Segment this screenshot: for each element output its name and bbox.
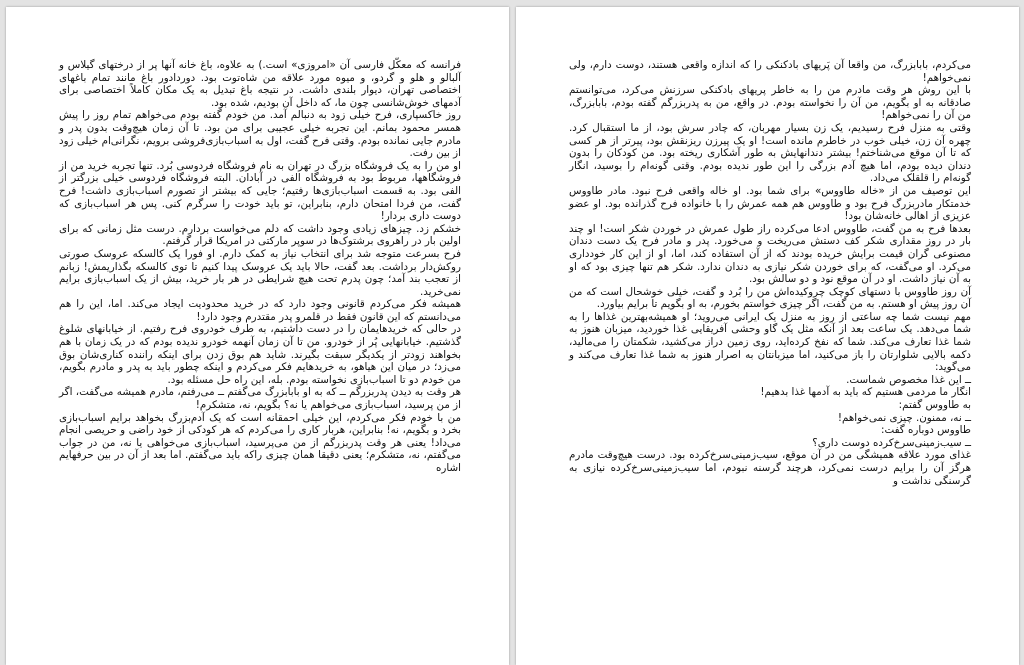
paragraph: روز خاکسپاری، فرح خیلی زود به دنبالم آمد. من خودم گفته بودم می‌خواهم تمام روز را پیش همسر محمود بمانم. این تجربه خیلی عجیبی برای من بود. تا آن زمان هیچ‌وقت بدون پدر و مادرم جایی نمانده بودم. وقتی فرح گفت، اول به اسباب‌بازی‌فروشی برویم، نگرانی‌ام خیلی زود از بین رفت.	[59, 109, 461, 160]
paragraph: فرح بسرعت متوجه شد برای انتخاب نیاز به کمک دارم. او فورا یک کالسکه عروسک صورتی روکش‌دار برداشت. بعد گفت، حالا باید یک عروسک پیدا کنیم تا توی کالسکه بگذاریمش! زبانم از تعجب بند آمد؛ چون پدرم تحت هیچ شرایطی در هر بار خرید، بیش از یک اسباب‌بازی برایم نمی‌خرید.	[59, 247, 461, 298]
paragraph: آن روز طاووس با دستهای کوچک چروکیده‌اش من را بُرد و گفت، خیلی خوشحال است که من آن روز پیش او هستم. به من گفت، اگر چیزی خواستم بخورم، به او بگویم تا برایم بیاورد.	[569, 285, 971, 311]
paragraph: او من را به یک فروشگاه بزرگ در تهران به نام فروشگاه فردوسی بُرد. تنها تجربه خرید من از فروشگاهها، مربوط بود به فروشگاه الفی در آبادان. البته فروشگاه فردوسی خیلی بزرگتر از الفی بود. به قسمت اسباب‌بازی‌ها رفتیم؛ جایی که بیشتر از تصورم اسباب‌بازی داشت! فرح گفت، من فردا امتحان دارم، بنابراین، تو باید خودت را سرگرم کنی. پس هر اسباب‌بازی که دوست داری بردار!	[59, 159, 461, 223]
paragraph: مهم نیست شما چه ساعتی از روز به منزل یک ایرانی می‌روید؛ او همیشه‌بهترین غذاها را به شما می‌دهد. یک ساعت بعد از آنکه مثل یک گاو وحشی آفریقایی غذا خوردید، میزبان هنوز به شما غذا تعارف می‌کند. شما که نفخ کرده‌اید، روی زمین دراز می‌کشید، شکمتان را می‌مالید، دکمه بالایی شلوارتان را باز می‌کنید، اما میزبانتان به اصرار هنوز به شما غذا تعارف می‌کند و می‌گوید:	[569, 310, 971, 374]
dialogue-line: ــ سیب‌زمینی‌سرخ‌کرده دوست داری؟	[812, 436, 971, 449]
paragraph: این توصیف من از «خاله طاووس» برای شما بود. او خاله واقعی فرح نبود. مادر طاووس خدمتکار مادربزرگ فرح بود و طاووس هم همه عمرش را با خانواده فرح گذرانده بود. او عضو عزیزی از اهالی خانه‌شان بود!	[569, 184, 971, 223]
dialogue-line: ــ نه، ممنون. چیزی نمی‌خواهم!	[837, 411, 971, 424]
document-page-right	[516, 7, 1019, 665]
paragraph: فرانسه که معکّل فارسی آن «امروزی» است.) به علاوه، باغ خانه آنها پر از درختهای گیلاس و آلبالو و هلو و گردو، و میوه مورد علاقه من شاه‌توت بود. دوردادور باغ مانند تمام باغهای اختصاصی تهران، دیوار بلندی داشت. در نتیجه باغ تبدیل به یک مکان کاملاً اختصاصی برای آدمهای خوش‌شانسی چون ما، که داخل آن بودیم، شده بود.	[59, 59, 461, 109]
page-text-block	[569, 59, 971, 487]
paragraph: غذای مورد علاقه همیشگی من در آن موقع، سیب‌زمینی‌سرخ‌کرده بود. درست هیچ‌وقت مادرم هرگز آن را برایم درست نمی‌کرد، هرچند گرسنه نبودم، اما سیب‌زمینی‌سرخ‌کرده نیازی به گرسنگی نداشت و	[569, 449, 971, 487]
paragraph: با این روش هر وقت مادرم من را به خاطر پریهای بادکنکی سرزنش می‌کرد، می‌توانستم صادقانه به او بگویم، من آن را نخواسته بودم. در واقع، من به پدربزرگم گفته بودم، بابابزرگ، من آن را نمی‌خواهم!	[569, 84, 971, 122]
paragraph: من با خودم فکر می‌کردم، این خیلی احمقانه است که یک آدم‌بزرگ بخواهد برایم اسباب‌بازی بخرد و بگویم، نه! بنابراین، هربار کاری را می‌کردم که هر کودکی از خود راضی و حریصی انجام می‌داد! یعنی هر وقت پدربزرگم از من می‌پرسید، اسباب‌بازی می‌خواهی یا نه، من در جواب می‌گفتم، نه، متشکرم؛ یعنی دقیقا همان چیزی راکه باید می‌گفتم. اما بعد از آن در بین حرفهایم اشاره	[59, 411, 461, 474]
paragraph: انگار ما مردمی هستیم که باید به آدمها غذا بدهیم!	[760, 386, 971, 399]
paragraph: می‌کردم، بابابزرگ، من واقعا آن پَریهای بادکنکی را که اندازه واقعی هستند، دوست دارم، ولی نمی‌خواهم!	[569, 59, 971, 84]
paragraph: بعدها فرح به من گفت، طاووس ادعا می‌کرده راز طول عمرش در خوردن شکر است! او چند بار در روز مقداری شکر کف دستش می‌ریخت و می‌خورد. پدر و مادر فرح یک دست دندان مصنوعی گران قیمت برایش خریده بودند که از آن استفاده کند، اما، او از این کار خودداری می‌کرد. او می‌گفت، که برای خوردن شکر نیازی به دندان ندارد. شکر هم تنها چیزی بود که او به آن نیاز داشت. او در آن موقع نود و دو سالش بود.	[569, 222, 971, 286]
paragraph: به طاووس گفتم:	[898, 399, 971, 412]
paragraph: وقتی به منزل فرح رسیدیم، یک زن بسیار مهربان، که چادر سرش بود، از ما استقبال کرد. چهره آن زن، خیلی خوب در خاطرم مانده است! او یک پیرزن ریزنقش بود، پیرتر از هر کسی که تا آن موقع می‌شناختم! بیشتر دندانهایش به طور آشکاری ریخته بود. من کودکان را بدون دندان دیده بودم، اما هیچ آدم بزرگی را این طور ندیده بودم. وقتی گونه‌ام را بوسید، انگار گونه‌ام را قلقلک می‌داد.	[569, 121, 971, 185]
paragraph: در حالی که خریدهایمان را در دست داشتیم، به طرف خودروی فرح رفتیم. از خیابانهای شلوغ گذشتیم. خیابانهایی پُر از خودرو. من تا آن زمان آنهمه خودرو ندیده بودم که در یک زمان با هم بخواهند زودتر از یکدیگر سبقت بگیرند. شاید هم بوق زدن برای اینکه راننده کناری‌شان بوق می‌زد؛ در میان این هیاهو، به خریدهایم فکر می‌کردم و اینکه چطور باید به پدر و مادرم بگویم، من خودم دو تا اسباب‌بازی نخواسته بودم. بله، این راه حل مسئله بود.	[59, 323, 461, 386]
paragraph: خشکم زد. چیزهای زیادی وجود داشت که دلم می‌خواست بردارم. درست مثل زمانی که برای اولین بار در راهروی برشتوک‌ها در سوپر مارکتی در امریکا قرار گرفتم.	[59, 222, 461, 248]
paragraph: همیشه فکر می‌کردم قانونی وجود دارد که در خرید محدودیت ایجاد می‌کند. اما، این را هم می‌دانستم که این قانون فقط در قلمرو پدر مقتدرم وجود دارد!	[59, 298, 461, 323]
dialogue-line: ــ این غذا مخصوص شماست.	[846, 373, 971, 386]
document-page-left	[6, 7, 509, 665]
page-text-block	[59, 59, 461, 475]
paragraph: هر وقت به دیدن پدربزرگم ــ که به او بابابزرگ می‌گفتم ــ می‌رفتم، مادرم همیشه می‌گفت، اگر از من پرسید، اسباب‌بازی می‌خواهم یا نه؟ بگویم، نه، متشکرم!	[59, 386, 461, 412]
paragraph: طاووس دوباره گفت:	[880, 424, 971, 437]
